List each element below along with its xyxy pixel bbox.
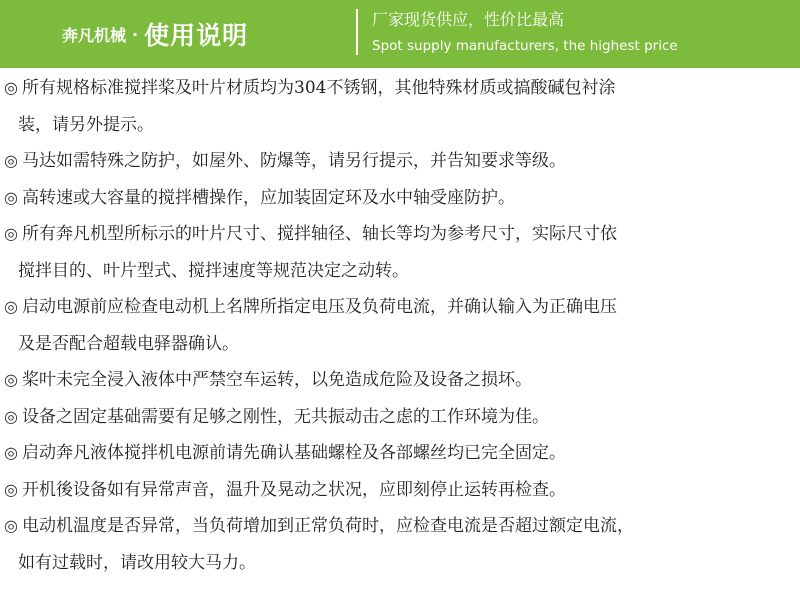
instruction-text: 启动奔凡液体搅拌机电源前请先确认基础螺栓及各部螺丝均已完全固定。 bbox=[22, 443, 566, 463]
bullet-icon: ◎ bbox=[4, 516, 18, 535]
page-title: 使用说明 bbox=[144, 21, 249, 50]
instruction-item bbox=[0, 216, 800, 289]
brand-name: 奔凡机械 bbox=[62, 25, 127, 45]
instruction-text: 桨叶未完全浸入液体中严禁空车运转，以免造成危险及设备之损坏。 bbox=[22, 370, 532, 390]
bullet-icon: ◎ bbox=[4, 224, 18, 243]
instructions-list bbox=[0, 70, 800, 581]
bullet-icon: ◎ bbox=[4, 297, 18, 316]
instruction-text: 启动电源前应检查电动机上名牌所指定电压及负荷电流，并确认输入为正确电压 bbox=[22, 297, 617, 317]
instruction-item bbox=[0, 435, 800, 472]
header-divider bbox=[356, 9, 358, 55]
bullet-icon: ◎ bbox=[4, 370, 18, 389]
tagline-chinese: 厂家现货供应，性价比最高 bbox=[372, 10, 565, 29]
instruction-text: 开机後设备如有异常声音，温升及晃动之状况，应即刻停止运转再检查。 bbox=[22, 479, 566, 500]
instruction-text-continued: 装，请另外提示。 bbox=[18, 114, 154, 135]
bullet-icon: ◎ bbox=[4, 479, 18, 499]
instruction-text: 高转速或大容量的搅拌槽操作，应加装固定环及水中轴受座防护。 bbox=[22, 187, 515, 208]
bullet-icon: ◎ bbox=[4, 151, 18, 170]
instruction-item bbox=[0, 508, 800, 581]
bullet-icon: ◎ bbox=[4, 187, 18, 207]
instruction-item bbox=[0, 399, 800, 436]
tagline bbox=[372, 8, 678, 56]
instruction-text-continued: 搅拌目的、叶片型式、搅拌速度等规范决定之动转。 bbox=[18, 260, 409, 281]
instruction-text: 马达如需特殊之防护，如屋外、防爆等，请另行提示，并告知要求等级。 bbox=[22, 151, 566, 171]
bullet-icon: ◎ bbox=[4, 406, 18, 426]
brand-separator: · bbox=[132, 24, 139, 44]
bullet-icon: ◎ bbox=[4, 443, 18, 462]
instruction-text-continued: 如有过载时，请改用较大马力。 bbox=[18, 552, 256, 573]
instruction-text: 设备之固定基础需要有足够之刚性，无共振动击之虑的工作环境为佳。 bbox=[22, 406, 549, 427]
instruction-item bbox=[0, 143, 800, 180]
tagline-english: Spot supply manufacturers, the highest price bbox=[372, 38, 678, 54]
instruction-text: 所有奔凡机型所标示的叶片尺寸、搅拌轴径、轴长等均为参考尺寸，实际尺寸依 bbox=[22, 224, 617, 244]
header-banner bbox=[0, 0, 800, 68]
instruction-item bbox=[0, 472, 800, 509]
bullet-icon: ◎ bbox=[4, 78, 18, 97]
instruction-text: 电动机温度是否异常，当负荷增加到正常负荷时，应检查电流是否超过额定电流， bbox=[22, 516, 634, 536]
instruction-item bbox=[0, 70, 800, 143]
instruction-item bbox=[0, 289, 800, 362]
instruction-item bbox=[0, 362, 800, 399]
instruction-text-continued: 及是否配合超载电驿器确认。 bbox=[18, 333, 239, 354]
instruction-item bbox=[0, 180, 800, 217]
brand-block bbox=[62, 0, 248, 68]
instruction-text: 所有规格标准搅拌桨及叶片材质均为304不锈钢，其他特殊材质或搞酸碱包衬涂 bbox=[22, 78, 616, 98]
